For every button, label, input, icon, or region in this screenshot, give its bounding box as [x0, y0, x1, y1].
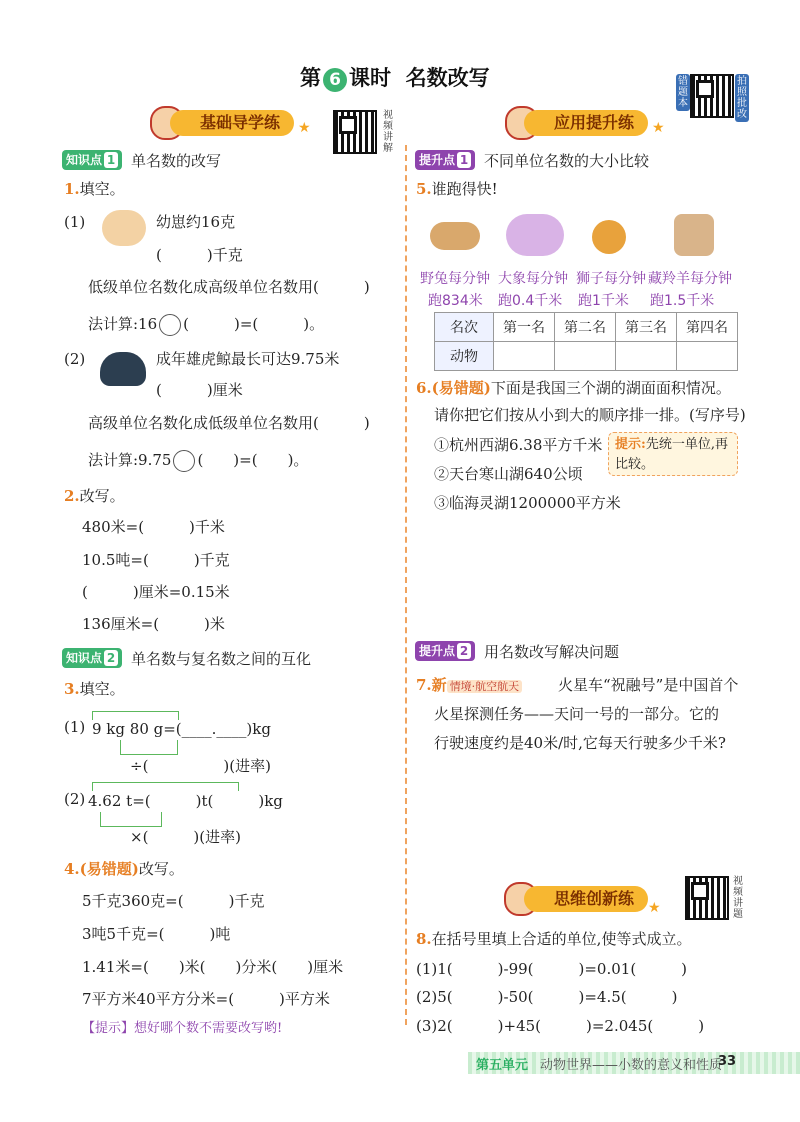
question-text: 火星车“祝融号”是中国首个: [558, 676, 739, 694]
error-book-tag: 错题本: [678, 76, 688, 109]
qr-label: 视频讲解: [383, 110, 393, 154]
exercise-item[interactable]: 5千克360克=( )千克: [82, 892, 265, 910]
question-stem: 下面是我国三个湖的湖面面积情况。: [490, 379, 731, 397]
animal-label: 跑0.4千米: [498, 293, 563, 309]
sub-number: (2): [64, 790, 86, 808]
exercise-item[interactable]: (1)1( )-99( )=0.01( ): [416, 960, 688, 978]
knowledge-point-tag: [62, 150, 122, 170]
answer-blank[interactable]: ( )=( )。: [197, 451, 309, 469]
tag-text: 知识点: [66, 651, 103, 665]
question-1: [64, 180, 125, 198]
animal-label: 藏羚羊每分钟: [648, 271, 732, 287]
scene-badge: 情境·航空航天: [447, 680, 523, 693]
question-4: [64, 860, 184, 878]
question-number: 7.: [416, 676, 432, 694]
question-5: [416, 180, 498, 198]
table-cell: 动物: [435, 342, 494, 371]
exercise-item[interactable]: 136厘米=( )米: [82, 615, 225, 633]
footer-unit: 第五单元: [476, 1058, 529, 1073]
answer-blank[interactable]: 高级单位名数化成低级单位名数用( ): [88, 414, 370, 432]
improvement-point-title: 不同单位名数的大小比较: [484, 152, 650, 170]
question-number: 6.: [416, 379, 432, 397]
lesson-prefix: 第: [300, 66, 321, 90]
star-icon: ★: [652, 120, 665, 136]
question-number: 3.: [64, 680, 80, 698]
question-text: 行驶速度约是40米/时,它每天行驶多少千米?: [434, 734, 726, 752]
exercise-item[interactable]: 3吨5千克=( )吨: [82, 925, 231, 943]
tip-label: 提示:: [615, 437, 646, 452]
new-badge: 新: [431, 676, 447, 694]
question-number: 5.: [416, 180, 432, 198]
animal-label: 跑1千米: [578, 293, 629, 309]
table-header: 第一名: [494, 313, 555, 342]
section-banner-basic: 基础导学练: [170, 110, 294, 136]
exercise-item[interactable]: ( )厘米=0.15米: [82, 583, 230, 601]
qr-code-icon[interactable]: [333, 110, 377, 154]
section-banner-apply: 应用提升练: [524, 110, 648, 136]
page-number: 33: [718, 1054, 737, 1069]
rabbit-icon: [430, 222, 480, 250]
tag-number: 2: [104, 650, 118, 666]
lesson-number: 6: [323, 68, 347, 92]
question-number: 1.: [64, 180, 80, 198]
qr-code-icon[interactable]: [685, 876, 729, 920]
column-divider: [405, 145, 407, 1025]
improvement-point-tag: [415, 641, 475, 661]
knowledge-point-title: 单名数的改写: [131, 152, 222, 170]
lesson-suffix: 课时: [349, 66, 391, 90]
question-8: [416, 930, 691, 948]
conversion-arrow: [92, 711, 179, 720]
question-number: 8.: [416, 930, 432, 948]
exercise-item[interactable]: (2)5( )-50( )=4.5( ): [416, 988, 678, 1006]
tag-text: 知识点: [66, 153, 103, 167]
question-stem: 改写。: [138, 860, 184, 878]
lion-icon: [592, 220, 626, 254]
exercise-item[interactable]: 7平方米40平方分米=( )平方米: [82, 990, 330, 1008]
table-cell[interactable]: [616, 342, 677, 371]
question-2: [64, 487, 125, 505]
question-stem: 谁跑得快!: [431, 180, 498, 198]
footer-title: 动物世界——小数的意义和性质: [540, 1058, 723, 1073]
conversion-arrow: [100, 812, 162, 827]
tip-box: [608, 432, 738, 476]
knowledge-point-tag: [62, 648, 122, 668]
tag-number: 2: [457, 643, 471, 659]
question-number: 4.: [64, 860, 80, 878]
tag-text: 提升点: [419, 644, 456, 658]
question-7: [416, 676, 522, 696]
star-icon: ★: [298, 120, 311, 136]
answer-blank[interactable]: ( )厘米: [156, 381, 243, 399]
error-prone-tag: (易错题): [431, 379, 491, 397]
qr-code-icon[interactable]: [690, 74, 734, 118]
animal-label: 跑1.5千米: [650, 293, 715, 309]
calc-line: [88, 450, 308, 472]
table-row: [435, 313, 738, 342]
orca-icon: [100, 352, 146, 386]
qr-label: 视频讲题: [733, 876, 743, 920]
question-number: 2.: [64, 487, 80, 505]
table-cell[interactable]: [494, 342, 555, 371]
question-text: 火星探测任务——天问一号的一部分。它的: [434, 705, 720, 723]
error-prone-tag: (易错题): [79, 860, 139, 878]
antelope-icon: [674, 214, 714, 256]
exercise-item[interactable]: 480米=( )千米: [82, 518, 225, 536]
answer-blank[interactable]: 9 kg 80 g=(____.____)kg: [92, 720, 271, 738]
animal-label: 跑834米: [428, 293, 483, 309]
tip-text: 先统一单位,再比较。: [615, 437, 728, 472]
hint-note: 【提示】想好哪个数不需要改写哟!: [82, 1021, 283, 1036]
hamster-icon: [102, 210, 146, 246]
animal-label: 狮子每分钟: [576, 271, 646, 287]
star-icon: ★: [648, 900, 661, 916]
animal-label: 大象每分钟: [498, 271, 568, 287]
question-stem: 请你把它们按从小到大的顺序排一排。(写序号): [434, 406, 746, 424]
tag-number: 1: [104, 152, 118, 168]
answer-blank[interactable]: 4.62 t=( )t( )kg: [88, 792, 283, 810]
question-3: [64, 680, 125, 698]
answer-blank[interactable]: ( )=( )。: [183, 315, 325, 333]
question-6: [416, 379, 731, 397]
table-header: 第二名: [555, 313, 616, 342]
lake-item: ①杭州西湖6.38平方千米: [434, 436, 603, 454]
text-line: 成年雄虎鲸最长可达9.75米: [156, 350, 340, 368]
improvement-point-tag: [415, 150, 475, 170]
animal-label: 野兔每分钟: [420, 271, 490, 287]
lake-item: ③临海灵湖1200000平方米: [434, 494, 621, 512]
elephant-icon: [506, 214, 564, 256]
exercise-item[interactable]: 10.5吨=( )千克: [82, 551, 230, 569]
question-stem: 在括号里填上合适的单位,使等式成立。: [431, 930, 692, 948]
conversion-arrow: [120, 740, 178, 755]
table-header: 名次: [435, 313, 494, 342]
improvement-point-title: 用名数改写解决问题: [484, 643, 620, 661]
calc-text: 法计算:9.75: [88, 451, 172, 469]
lake-item: ②天台寒山湖640公顷: [434, 465, 583, 483]
operator-circle[interactable]: [159, 314, 181, 336]
tag-number: 1: [457, 152, 471, 168]
lesson-title: [300, 68, 490, 92]
question-stem: 改写。: [79, 487, 125, 505]
table-header: 第三名: [616, 313, 677, 342]
answer-blank[interactable]: ÷( )(进率): [130, 757, 271, 775]
answer-blank[interactable]: 低级单位名数化成高级单位名数用( ): [88, 278, 370, 296]
sub-number: (2): [64, 350, 86, 368]
text-line: 幼崽约16克: [156, 213, 236, 231]
sub-number: (1): [64, 213, 86, 231]
table-cell[interactable]: [555, 342, 616, 371]
ranking-table: [434, 312, 738, 371]
tag-text: 提升点: [419, 153, 456, 167]
table-header: 第四名: [677, 313, 738, 342]
calc-text: 法计算:16: [88, 315, 158, 333]
section-banner-creative: 思维创新练: [524, 886, 648, 912]
table-cell[interactable]: [677, 342, 738, 371]
calc-line: [88, 314, 324, 336]
page-footer: [468, 1052, 800, 1074]
operator-circle[interactable]: [173, 450, 195, 472]
answer-blank[interactable]: ×( )(进率): [130, 828, 241, 846]
exercise-item[interactable]: 1.41米=( )米( )分米( )厘米: [82, 958, 344, 976]
lesson-topic: 名数改写: [405, 66, 490, 90]
question-stem: 填空。: [79, 180, 125, 198]
question-stem: 填空。: [79, 680, 125, 698]
exercise-item[interactable]: (3)2( )+45( )=2.045( ): [416, 1017, 705, 1035]
knowledge-point-title: 单名数与复名数之间的互化: [131, 650, 312, 668]
table-row: [435, 342, 738, 371]
conversion-arrow: [92, 782, 239, 791]
sub-number: (1): [64, 718, 86, 736]
photo-correct-tag: 拍照批改: [737, 76, 747, 120]
answer-blank[interactable]: ( )千克: [156, 246, 243, 264]
